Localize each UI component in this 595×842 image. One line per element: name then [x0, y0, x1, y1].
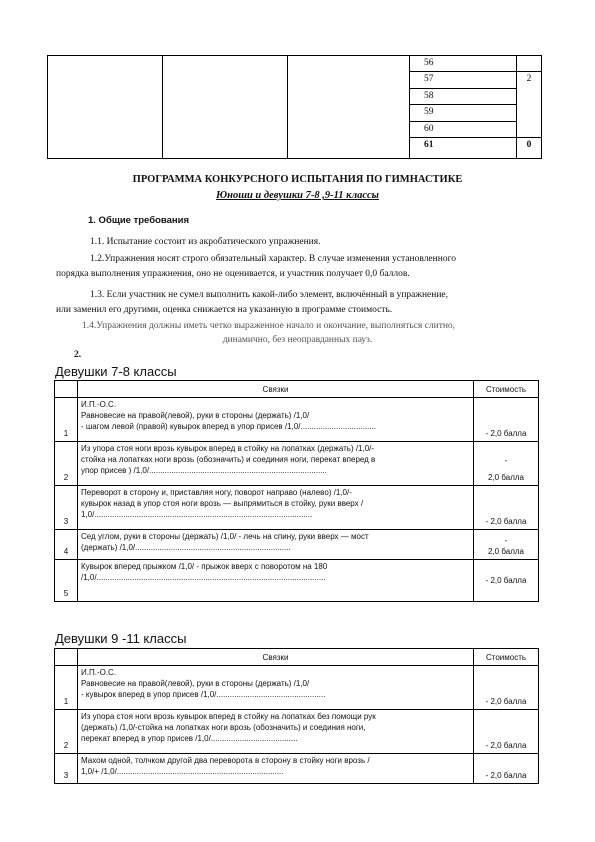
description-line: Из упора стоя ноги врозь кувырок вперед в стойку на лопатках без помощи рук: [81, 712, 376, 721]
row-cost: - 2,0 балла: [474, 486, 539, 530]
row-number: 5: [55, 560, 78, 602]
description-line: Кувырок вперед прыжком /1,0/ - прыжок вверх с поворотом на 180: [81, 562, 328, 571]
girls-7-8-table: [54, 380, 539, 602]
paragraph-1-1: 1.1. Испытание состоит из акробатического упражнения.: [90, 237, 321, 247]
table-header-row: [55, 649, 539, 666]
cost-dash: -: [504, 536, 508, 545]
row-description: [78, 710, 474, 754]
row-description: [78, 486, 474, 530]
header-num: [55, 649, 78, 666]
document-title: ПРОГРАММА КОНКУРСНОГО ИСПЫТАНИЯ ПО ГИМНАСТИКЕ: [132, 174, 463, 185]
row-number: 2: [55, 710, 78, 754]
row-number: 1: [55, 666, 78, 710]
cost-value: 2,0 балла: [488, 547, 524, 556]
table-row: [55, 486, 539, 530]
row-number: 57: [410, 72, 517, 88]
score-cell: [516, 56, 541, 72]
description-line: Махом одной, толчком другой два переворота в сторону в стойку ноги врозь /: [81, 756, 370, 765]
row-number: 2: [55, 442, 78, 486]
section-2-number: 2.: [74, 350, 82, 360]
table-row: [55, 442, 539, 486]
header-links: Связки: [78, 649, 474, 666]
paragraph-1-2-line1: 1.2.Упражнения носят строго обязательный характер. В случае изменения установленного: [90, 254, 456, 264]
table-row: [55, 710, 539, 754]
row-cost: - 2,0 балла: [474, 754, 539, 784]
header-num: [55, 381, 78, 398]
paragraph-1-3-line2: или заменил его другими, оценка снижается на указанную в программе стоимость.: [56, 305, 393, 315]
row-description: [78, 666, 474, 710]
description-line: И.П.-О.С.: [81, 400, 117, 409]
row-number: 59: [410, 105, 517, 121]
description-line: упор присев ) /1,0/................................................................................: [81, 466, 327, 475]
empty-cell: [288, 56, 410, 159]
description-line: Равновесие на правой(левой), руки в стороны (держать) /1,0/: [81, 411, 310, 420]
girls-9-11-table: [54, 648, 539, 784]
description-line: Равновесие на правой(левой), руки в стороны (держать) /1,0/: [81, 679, 310, 688]
row-description: [78, 530, 474, 560]
section-1-title: 1. Общие требования: [88, 215, 190, 226]
row-number: 58: [410, 88, 517, 104]
paragraph-1-2-line2: порядка выполнения упражнения, оно не оценивается, и участник получает 0,0 баллов.: [56, 269, 410, 279]
empty-cell: [48, 56, 163, 159]
row-number: 1: [55, 398, 78, 442]
description-line: И.П.-О.С.: [81, 668, 117, 677]
row-cost: [474, 530, 539, 560]
description-line: Переворот в сторону и, приставляя ногу, поворот направо (налево) /1,0/-: [81, 488, 352, 497]
empty-cell: [163, 56, 288, 159]
header-cost: Стоимость: [474, 381, 539, 398]
description-line: стойка на лопатках ноги врозь (обозначить) и соединия ноги, перекат вперед в: [81, 455, 376, 464]
girls-7-8-title: Девушки 7-8 классы: [55, 364, 177, 379]
row-description: [78, 442, 474, 486]
description-line: (держать) /1,0/......................................................................: [81, 543, 291, 552]
table-header-row: [55, 381, 539, 398]
table-row: [55, 754, 539, 784]
description-line: /1,0/.......................................................................................................: [81, 573, 326, 582]
table-row: [55, 666, 539, 710]
description-line: 1,0/+ /1,0/...........................................................................: [81, 767, 284, 776]
row-number: 3: [55, 754, 78, 784]
description-line: 1,0/..................................................................................................: [81, 510, 313, 519]
row-number: 60: [410, 121, 517, 137]
paragraph-1-3-line1: 1.3. Если участник не сумел выполнить какой-либо элемент, включённый в упражнение,: [90, 290, 449, 300]
row-description: [78, 560, 474, 602]
description-line: Из упора стоя ноги врозь кувырок вперед в стойку на лопатках (держать) /1,0/-: [81, 444, 375, 453]
row-cost: - 2,0 балла: [474, 560, 539, 602]
row-description: [78, 754, 474, 784]
row-number: 56: [410, 56, 517, 72]
score-cell: 2: [516, 72, 541, 138]
table-row: [55, 530, 539, 560]
row-description: [78, 398, 474, 442]
description-line: кувырок назад в упор стоя ноги врозь — выпрямиться в стойку, руки вверх /: [81, 499, 364, 508]
row-cost: - 2,0 балла: [474, 398, 539, 442]
table-row: [55, 398, 539, 442]
document-subtitle: Юноши и девушки 7-8 ,9-11 классы: [216, 190, 379, 201]
header-links: Связки: [78, 381, 474, 398]
description-line: - кувырок вперед в упор присев /1,0/.................................................: [81, 690, 326, 699]
header-cost: Стоимость: [474, 649, 539, 666]
description-line: перекат вперед в упор присев /1,0/.......................................: [81, 734, 298, 743]
row-cost: - 2,0 балла: [474, 710, 539, 754]
paragraph-1-4-line2: динамично, без неоправданных пауз.: [222, 335, 373, 345]
row-cost: [474, 442, 539, 486]
score-cell: 0: [516, 138, 541, 159]
table-row: [55, 560, 539, 602]
row-number: 4: [55, 530, 78, 560]
description-line: (держать) /1,0/-стойка на лопатках ноги врозь (обозначить) и соединия ноги,: [81, 723, 366, 732]
row-number: 3: [55, 486, 78, 530]
paragraph-1-4-line1: 1.4.Упражнения должны иметь четко выраженное начало и окончание, выполняться слитно,: [82, 321, 456, 331]
girls-9-11-title: Девушки 9 -11 классы: [55, 631, 187, 646]
row-number: 61: [410, 138, 517, 159]
description-line: - шагом левой (правой) кувырок вперед в упор присев /1,0/..................................: [81, 422, 377, 431]
cost-value: 2,0 балла: [488, 473, 524, 482]
row-cost: - 2,0 балла: [474, 666, 539, 710]
previous-table-fragment: [47, 55, 542, 159]
cost-dash: -: [504, 456, 508, 465]
description-line: Сед углом, руки в стороны (держать) /1,0/ - лечь на спину, руки вверх — мост: [81, 532, 369, 541]
